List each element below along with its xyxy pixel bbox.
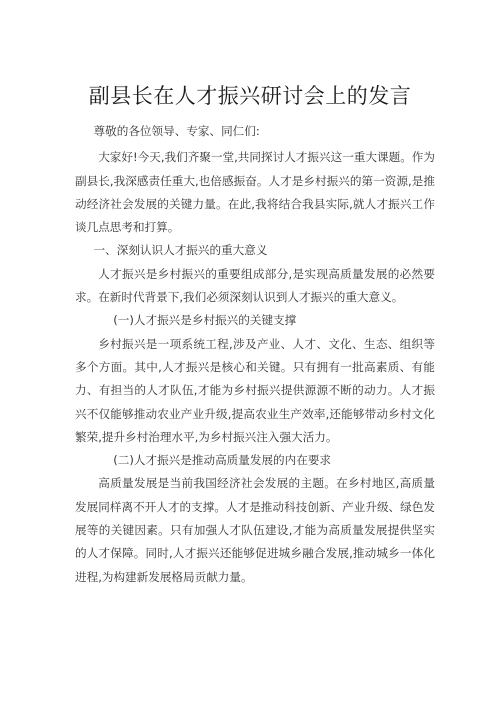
document-body	[75, 120, 435, 589]
paragraph-key-support: 乡村振兴是一项系统工程,涉及产业、人才、文化、生态、组织等多个方面。其中,人才振兴是核心和关键。只有拥有一批高素质、有能力、有担当的人才队伍,才能为乡村振兴提供源源不断的动力。人才振兴不仅能够推动农业产业升级,提高农业生产效率,还能够带动乡村文化繁荣,提升乡村治理水平,为乡村振兴注入强大活力。	[75, 336, 435, 444]
paragraph-opening: 大家好!今天,我们齐聚一堂,共同探讨人才振兴这一重大课题。作为副县长,我深感责任重大,也倍感振奋。人才是乡村振兴的第一资源,是推动经济社会发展的关键力量。在此,我将结合我县实际,就人才振兴工作谈几点思考和打算。	[75, 150, 435, 235]
document-title: 副县长在人才振兴研讨会上的发言	[88, 84, 412, 108]
section-heading-1: 一、深刻认识人才振兴的重大意义	[93, 243, 268, 258]
sub-heading-2: (二)人才振兴是推动高质量发展的内在要求	[113, 453, 332, 468]
paragraph-high-quality: 高质量发展是当前我国经济社会发展的主题。在乡村地区,高质量发展同样离不开人才的支撑。人才是推动科技创新、产业升级、绿色发展等的关键因素。只有加强人才队伍建设,才能为高质量发展提供坚实的人才保障。同时,人才振兴还能够促进城乡融合发展,推动城乡一体化进程,为构建新发展格局贡献力量。	[75, 476, 435, 584]
salutation: 尊敬的各位领导、专家、同仁们:	[93, 124, 260, 138]
sub-heading-1: (一)人才振兴是乡村振兴的关键支撑	[113, 313, 297, 328]
paragraph-significance: 人才振兴是乡村振兴的重要组成部分,是实现高质量发展的必然要求。在新时代背景下,我们必须深刻认识到人才振兴的重大意义。	[75, 266, 435, 305]
